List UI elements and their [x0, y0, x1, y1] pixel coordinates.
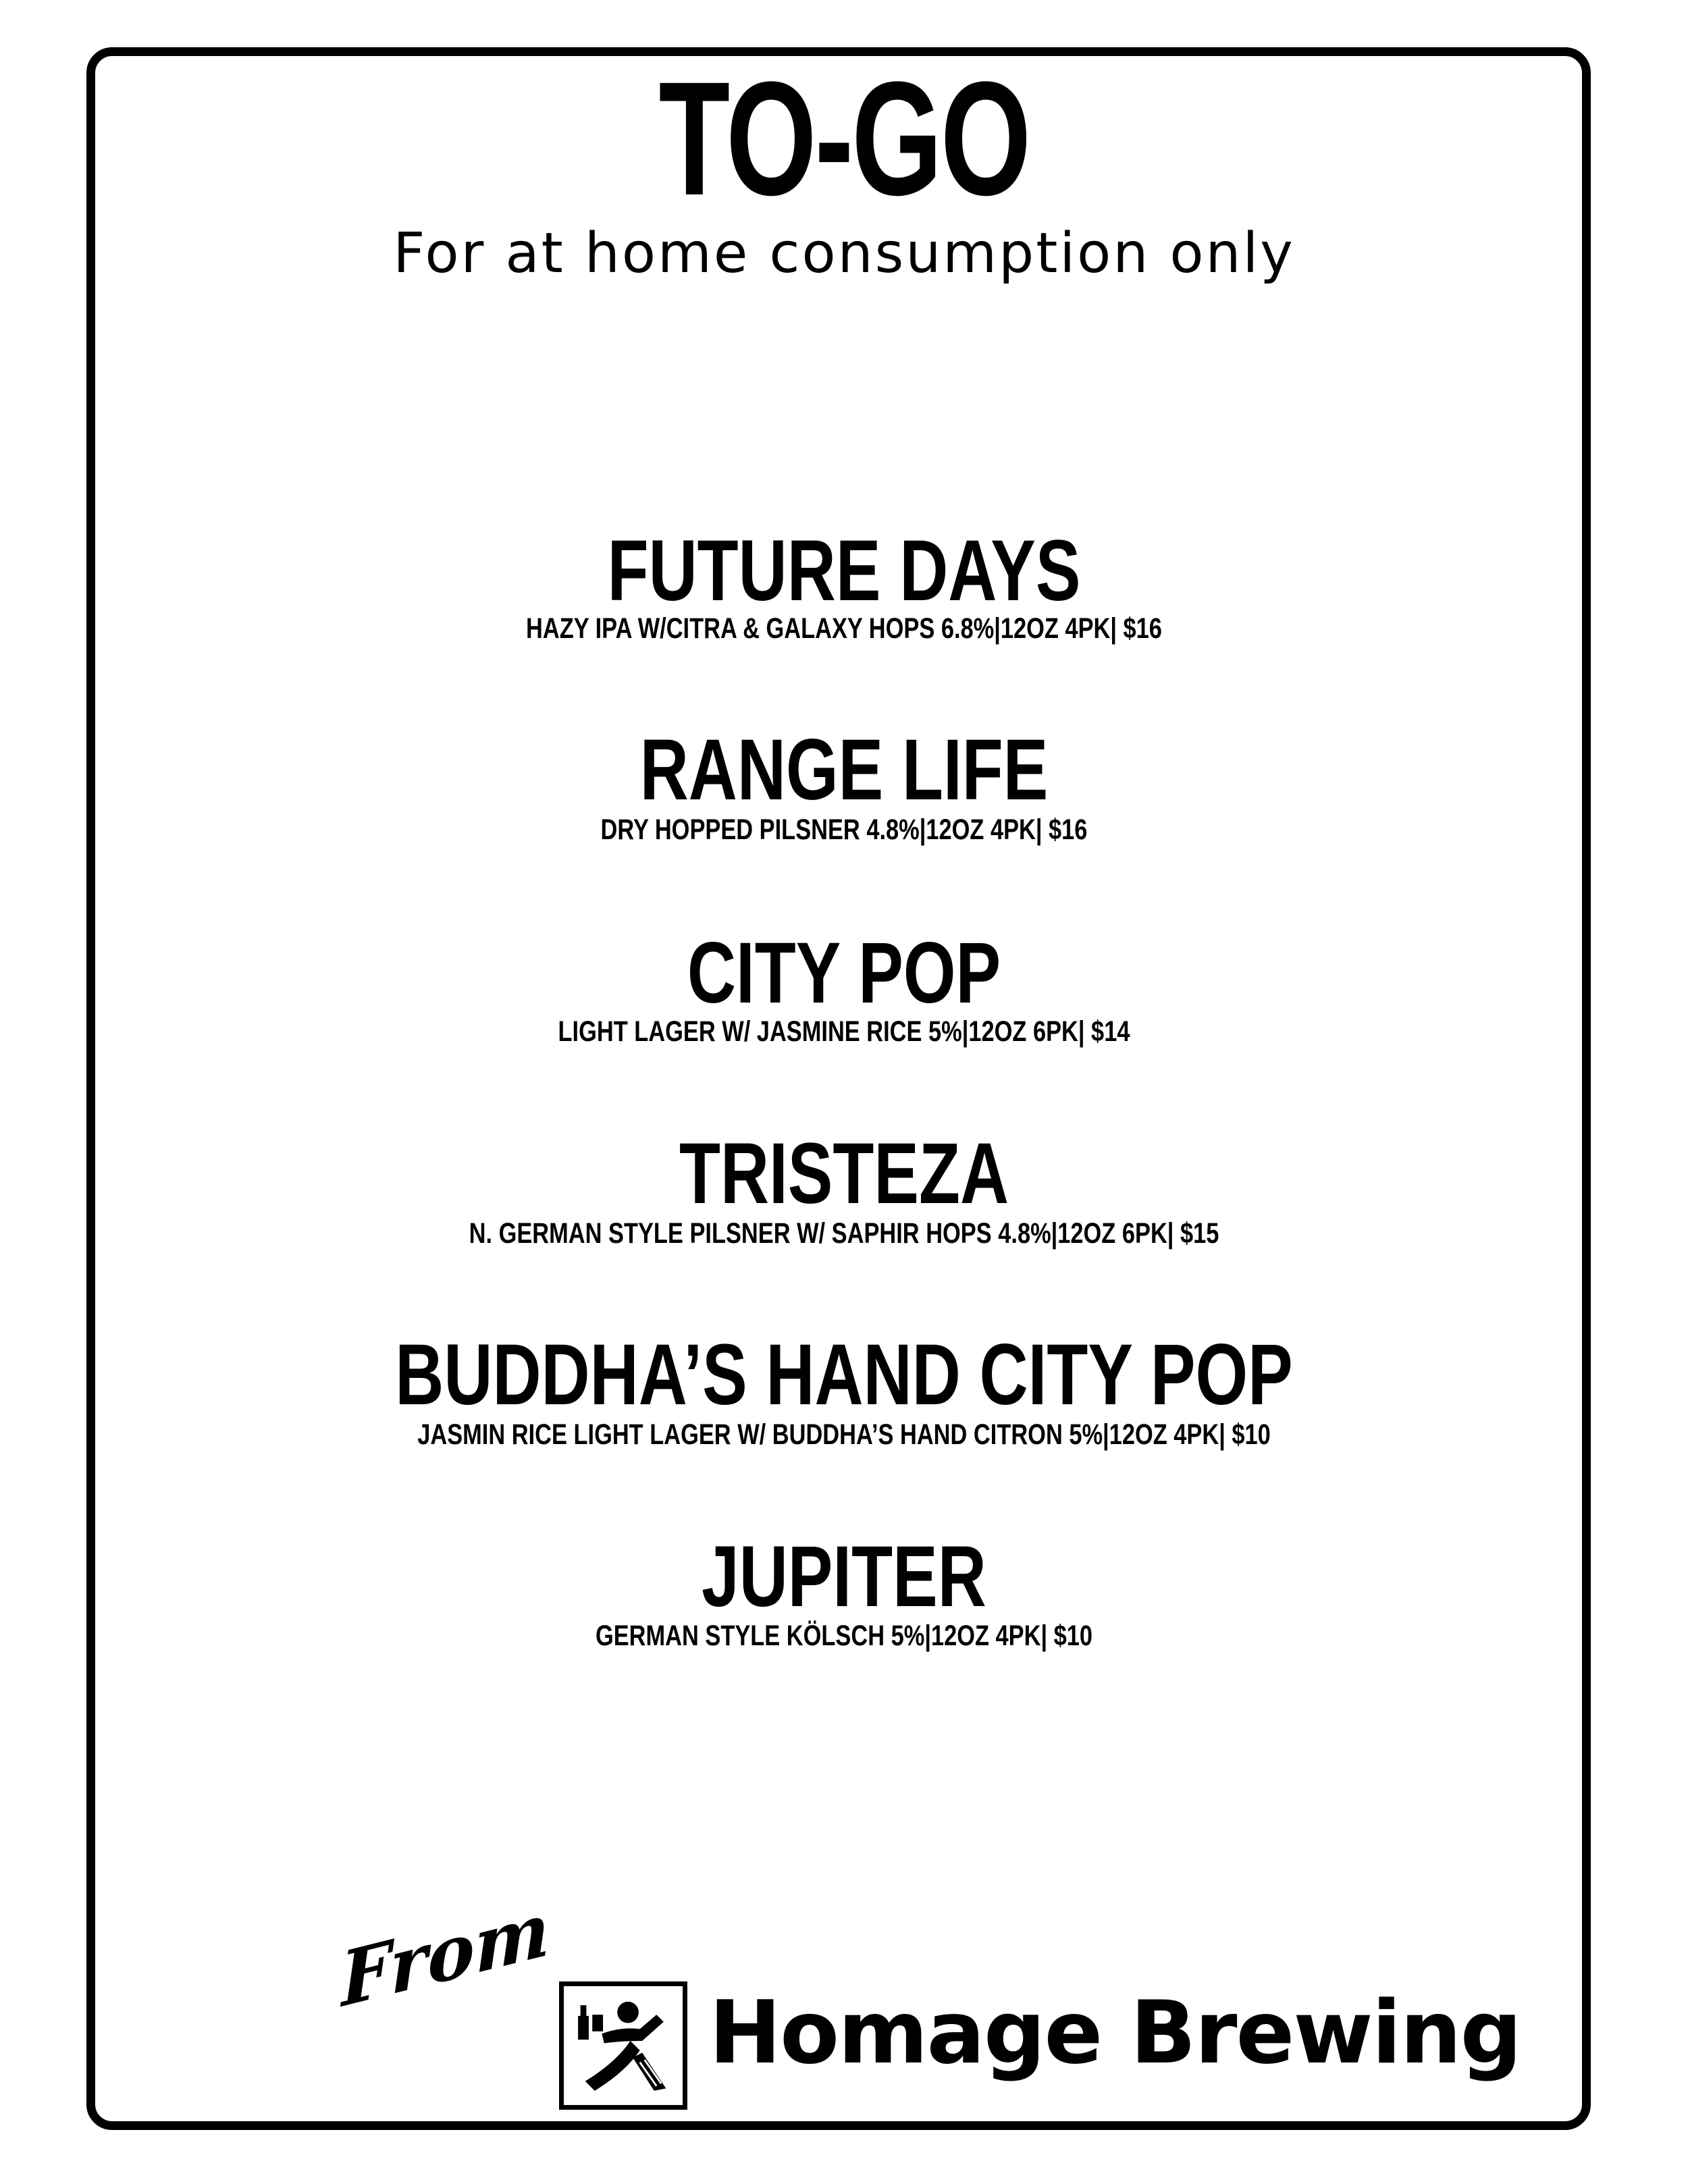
beer-name-jupiter: JUPITER — [702, 1528, 986, 1625]
beer-name-future-days: FUTURE DAYS — [607, 523, 1081, 619]
brand-name: Homage Brewing — [709, 1983, 1521, 2083]
page-border — [86, 47, 1591, 2130]
from-label: From — [339, 1885, 551, 2025]
beer-desc-future-days: HAZY IPA W/CITRA & GALAXY HOPS 6.8%|12OZ 4PK| $16 — [526, 612, 1162, 645]
beer-name-range-life: RANGE LIFE — [639, 722, 1049, 818]
beer-desc-buddhas-hand-city-pop: JASMIN RICE LIGHT LAGER W/ BUDDHA’S HAND CITRON 5%|12OZ 4PK| $10 — [417, 1418, 1271, 1451]
beer-desc-city-pop: LIGHT LAGER W/ JASMINE RICE 5%|12OZ 6PK| $14 — [558, 1015, 1130, 1048]
beer-name-tristeza: TRISTEZA — [679, 1125, 1009, 1222]
beer-name-buddhas-hand-city-pop: BUDDHA’S HAND CITY POP — [395, 1327, 1293, 1423]
beer-desc-jupiter: GERMAN STYLE KÖLSCH 5%|12OZ 4PK| $10 — [595, 1620, 1093, 1652]
page-title: TO-GO — [658, 48, 1030, 229]
beer-desc-tristeza: N. GERMAN STYLE PILSNER W/ SAPHIR HOPS 4.8%|12OZ 6PK| $15 — [469, 1217, 1219, 1250]
homage-brewing-logo-icon — [559, 1981, 687, 2110]
page-subtitle: For at home consumption only — [393, 221, 1295, 286]
beer-name-city-pop: CITY POP — [687, 925, 1001, 1021]
beer-desc-range-life: DRY HOPPED PILSNER 4.8%|12OZ 4PK| $16 — [600, 814, 1088, 846]
